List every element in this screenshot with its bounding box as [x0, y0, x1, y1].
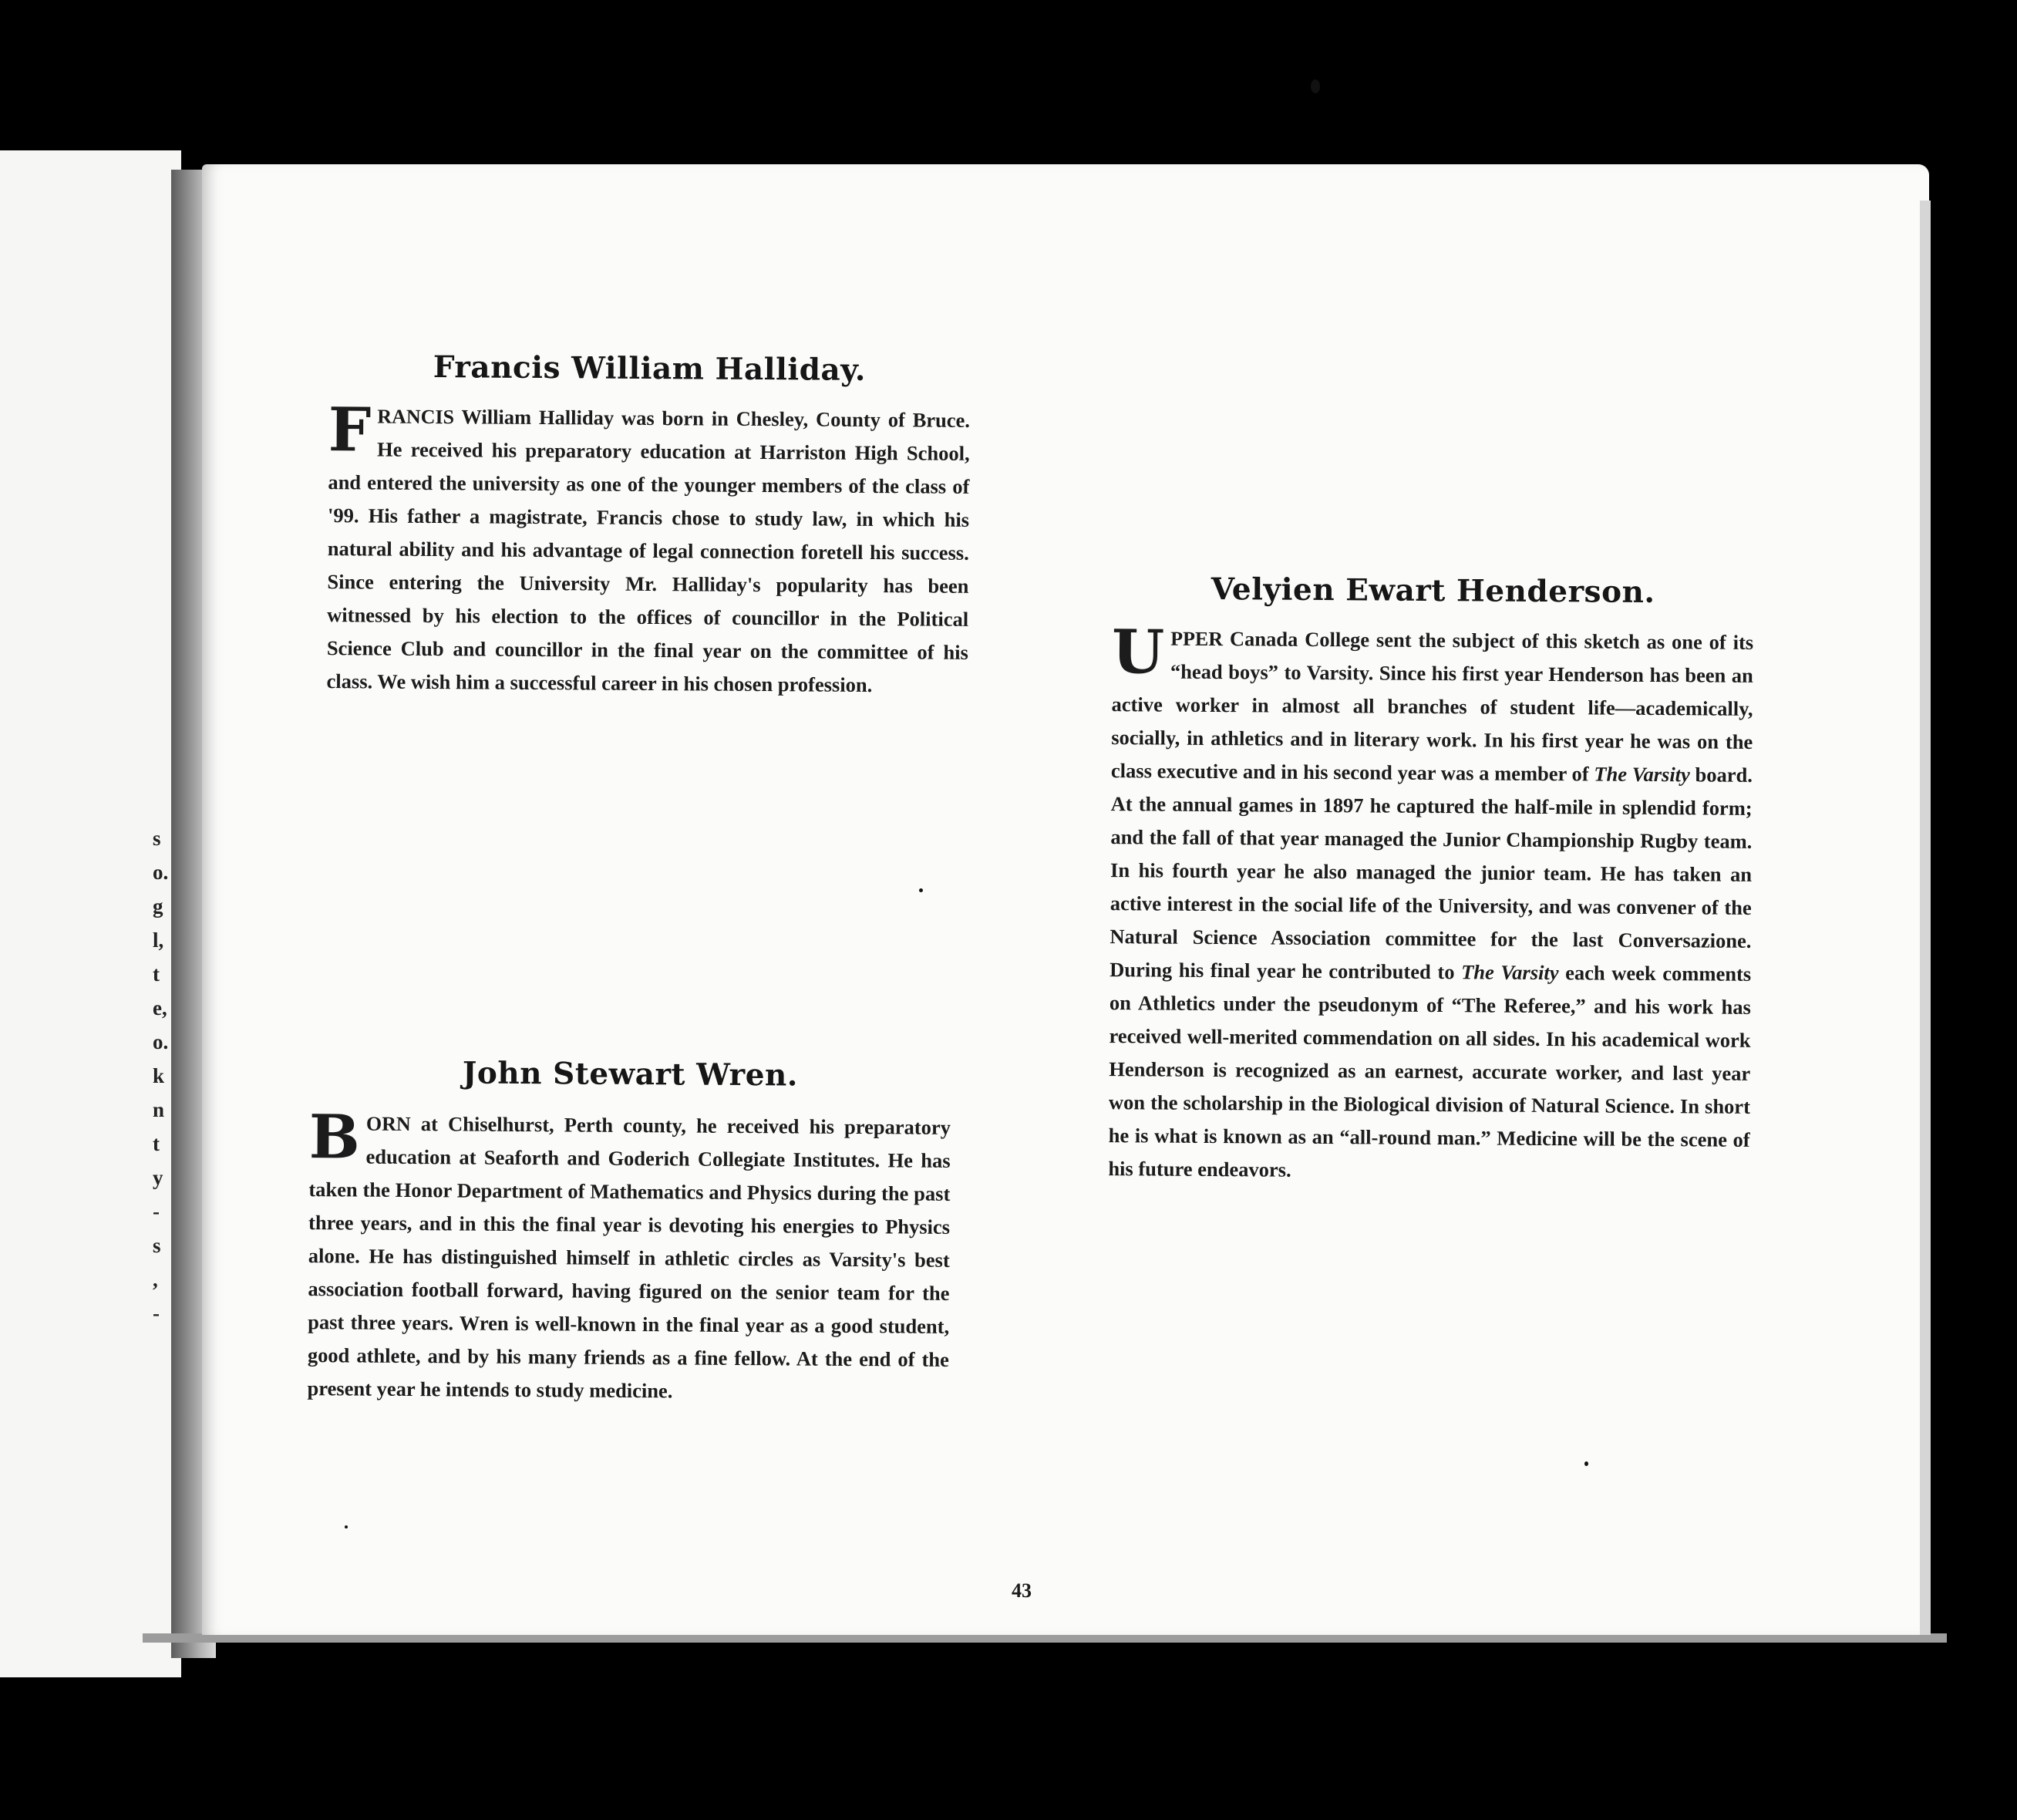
bio-francis-william-halliday: [326, 349, 970, 703]
page-number: 43: [1012, 1579, 1032, 1602]
text-fragment: o.: [153, 861, 169, 884]
drop-cap: B: [308, 1102, 361, 1173]
text-fragment: y: [153, 1166, 163, 1189]
bio-body-part: board. At the annual games in 1897 he captured the half-mile in splendid form; and the fall of that year managed the Junior Championship Rugby team. In his fourth year he also managed the junior team. He has taken an active interest in the social life of the University, and was convener of the Natural Science Association committee for the last Conversazione. During his final year he contributed to: [1110, 763, 1753, 984]
bio-body: at Chiselhurst, Perth county, he received his preparatory education at Seaforth and Goderich Collegiate Institutes. He has taken the Honor Department of Mathematics and Physics during the past three years, and in this the final year is devoting his energies to Physics alone. He has distinguished himself in athletic circles as Varsity's best association football forward, having figured on the senior team for the past three years. Wren is well-known in the final year as a good student, good athlete, and by his many friends as a fine fellow. At the end of the present year he intends to study medicine.: [307, 1112, 951, 1403]
text-fragment: n: [153, 1098, 165, 1121]
text-fragment: -: [153, 1200, 160, 1223]
text-fragment: l,: [153, 929, 164, 952]
bio-title: John Stewart Wren.: [462, 1055, 799, 1094]
dust-speck: [919, 888, 923, 892]
dust-speck: [1584, 1461, 1588, 1466]
bio-john-stewart-wren: [307, 1054, 951, 1410]
lead-word: RANCIS: [377, 405, 455, 429]
dust-speck: [345, 1525, 348, 1528]
bio-body-part: Canada College sent the subject of this sketch as one of its “head boys” to Varsity. Since his first year Henderson has been an active worker in almost all branches of student life—academically, socially, in athletics and in literary work. In his first year he was on the class executive and in his second year was a member of: [1110, 627, 1754, 786]
text-fragment: o.: [153, 1030, 169, 1053]
publication-title: The Varsity: [1461, 960, 1559, 985]
bio-title: Velyien Ewart Henderson.: [1211, 571, 1655, 611]
lead-word: ORN: [365, 1112, 411, 1136]
text-fragment: ,: [153, 1268, 158, 1291]
text-fragment: g: [153, 895, 163, 918]
bio-text: [326, 395, 971, 703]
page-right-edge: [1920, 201, 1931, 1635]
bio-velyien-ewart-henderson: [1108, 571, 1754, 1190]
lead-word: PPER: [1170, 627, 1224, 651]
bio-title: Francis William Halliday.: [433, 349, 867, 388]
text-fragment: t: [153, 962, 160, 986]
dust-speck: [1311, 79, 1320, 93]
bio-text: [307, 1102, 951, 1410]
bio-body-part: each week comments on Athletics under the pseudonym of “The Referee,” and his work has received well-merited commendation on all sides. In his academical work Henderson is recognized as an earnest, accurate worker, and last year won the scholarship in the Biological division of Natural Science. In short he is what is known as an “all-round man.” Medicine will be the scene of his future endeavors.: [1108, 961, 1752, 1181]
text-fragment: s: [153, 827, 161, 850]
bio-body: William Halliday was born in Chesley, County of Bruce. He received his preparatory education at Harriston High School, and entered the university as one of the younger members of the class of '99. His father a magistrate, Francis chose to study law, in which his natural ability and his advantage of legal connection foretell his success. Since entering the University Mr. Halliday's popularity has been witnessed by his election to the offices of councillor in the Political Science Club and councillor in the final year on the committee of his class. We wish him a successful career in his chosen profession.: [326, 405, 971, 697]
text-fragment: s: [153, 1234, 161, 1257]
drop-cap: U: [1111, 617, 1165, 688]
bio-text: [1108, 617, 1754, 1190]
text-fragment: e,: [153, 996, 167, 1020]
text-fragment: t: [153, 1132, 160, 1155]
left-page-fragment: [0, 150, 181, 1677]
drop-cap: F: [328, 395, 372, 466]
text-fragment: k: [153, 1064, 165, 1087]
publication-title: The Varsity: [1594, 762, 1690, 787]
text-fragment: -: [153, 1302, 160, 1325]
